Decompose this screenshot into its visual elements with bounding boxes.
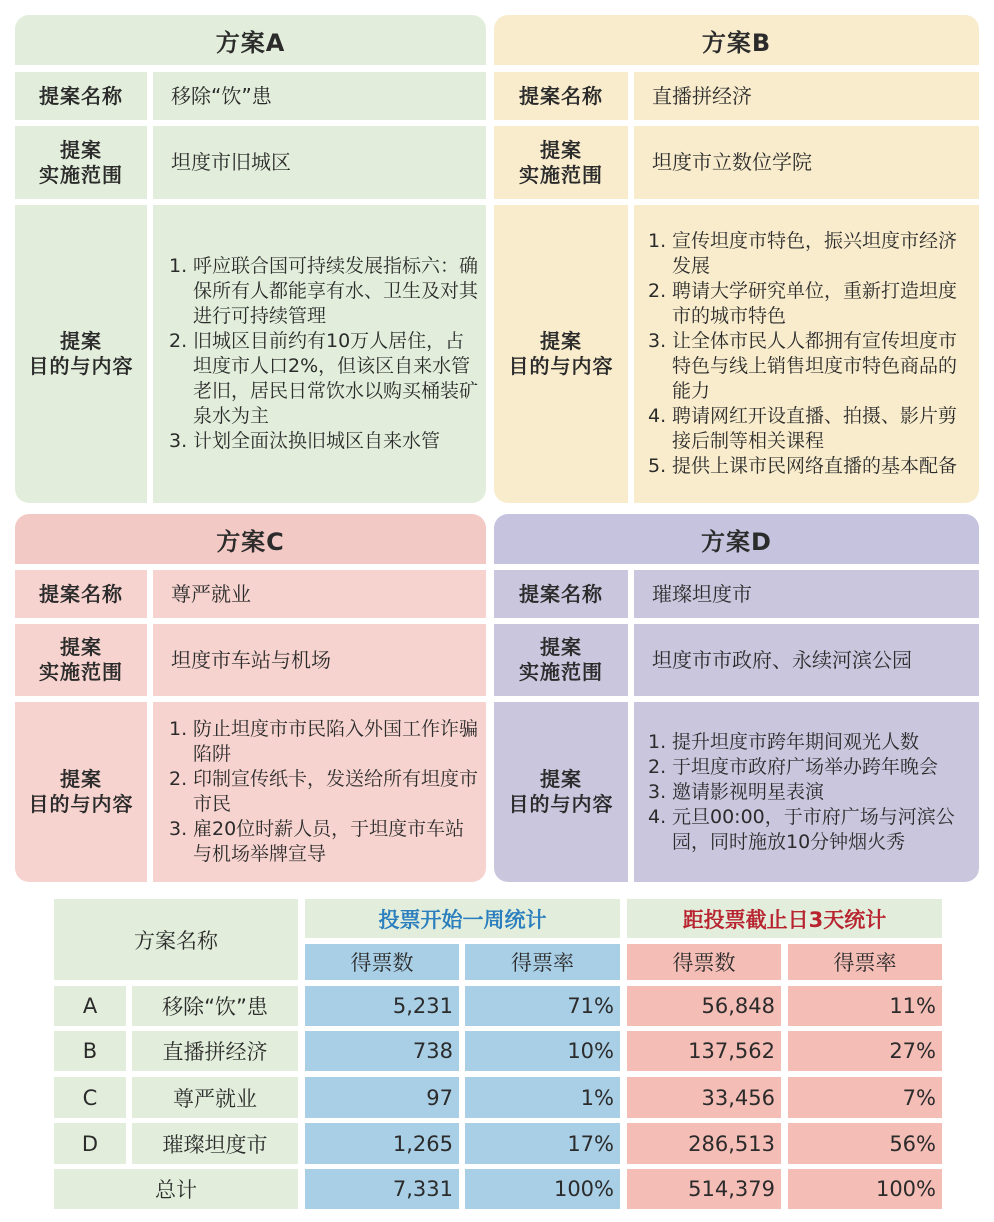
table-header-group1: 投票开始一周统计: [305, 899, 620, 938]
plan-b-name-label: 提案名称: [494, 72, 628, 120]
row-votes-2: 286,513: [627, 1123, 781, 1164]
row-votes-1: 5,231: [305, 986, 459, 1026]
plan-c-name-label: 提案名称: [15, 570, 147, 618]
list-item: 1. 宣传坦度市特色，振兴坦度市经济发展: [648, 230, 958, 277]
table-header-group2: 距投票截止日3天统计: [627, 899, 942, 938]
plan-d-scope-label: [494, 624, 628, 696]
plan-a-scope: 坦度市旧城区: [153, 126, 486, 199]
plan-b-scope-label: [494, 126, 628, 199]
purpose-label-line1: 提案: [540, 329, 582, 353]
plan-b-title: 方案B: [494, 15, 979, 65]
row-rate-2: 11%: [788, 986, 942, 1026]
scope-label-line2: 实施范围: [519, 660, 603, 684]
row-rate-2: 56%: [788, 1123, 942, 1164]
plan-d-purpose-label: [494, 702, 628, 882]
plan-c-items: [169, 717, 478, 867]
scope-label-line2: 实施范围: [39, 660, 123, 684]
plan-d-name: 璀璨坦度市: [634, 570, 979, 618]
row-name: 直播拼经济: [132, 1031, 298, 1071]
plan-a-title: 方案A: [15, 15, 486, 65]
row-rate-1: 1%: [465, 1077, 620, 1118]
plan-c-title: 方案C: [15, 514, 486, 564]
row-id: B: [54, 1031, 126, 1071]
plan-b-items: [648, 229, 971, 479]
list-item: 2. 于坦度市政府广场举办跨年晚会: [648, 755, 939, 778]
total-votes-1: 7,331: [305, 1169, 459, 1209]
row-votes-1: 97: [305, 1077, 459, 1118]
list-item: 3. 雇20位时薪人员，于坦度市车站与机场举牌宣导: [169, 818, 465, 865]
plan-b-purpose: [634, 205, 979, 503]
row-id: C: [54, 1077, 126, 1118]
plan-b-name: 直播拼经济: [634, 72, 979, 120]
plan-d-scope: 坦度市市政府、永续河滨公园: [634, 624, 979, 696]
row-id: D: [54, 1123, 126, 1164]
row-votes-1: 738: [305, 1031, 459, 1071]
plan-c-name: 尊严就业: [153, 570, 486, 618]
plan-c-scope-label: [15, 624, 147, 696]
plan-d-items: [648, 730, 971, 855]
row-name: 璀璨坦度市: [132, 1123, 298, 1164]
list-item: 5. 提供上课市民网络直播的基本配备: [648, 455, 958, 477]
plan-a-purpose: [153, 205, 486, 503]
table-header-rate-2: 得票率: [788, 944, 942, 980]
table-header-plan-name: 方案名称: [54, 899, 298, 980]
purpose-label-line2: 目的与内容: [28, 354, 134, 378]
list-item: 1. 呼应联合国可持续发展指标六：确保所有人都能享有水、卫生及对其进行可持续管理: [169, 255, 479, 327]
plan-d-name-label: 提案名称: [494, 570, 628, 618]
purpose-label-line1: 提案: [540, 767, 582, 791]
plan-c-card: [15, 514, 486, 882]
row-name: 尊严就业: [132, 1077, 298, 1118]
total-rate-1: 100%: [465, 1169, 620, 1209]
list-item: 2. 旧城区目前约有10万人居住，占坦度市人口2%，但该区自来水管老旧，居民日常饮水以购买桶装矿泉水为主: [169, 330, 479, 427]
row-rate-1: 17%: [465, 1123, 620, 1164]
total-votes-2: 514,379: [627, 1169, 781, 1209]
purpose-label-line2: 目的与内容: [508, 354, 614, 378]
table-header-rate-1: 得票率: [465, 944, 620, 980]
row-votes-2: 56,848: [627, 986, 781, 1026]
list-item: 3. 邀请影视明星表演: [648, 780, 825, 803]
plan-a-card: [15, 15, 486, 503]
row-rate-2: 7%: [788, 1077, 942, 1118]
plan-d-title: 方案D: [494, 514, 979, 564]
list-item: 2. 印制宣传纸卡，发送给所有坦度市市民: [169, 768, 479, 815]
scope-label-line1: 提案: [540, 137, 582, 162]
plan-d-purpose: [634, 702, 979, 882]
plan-b-purpose-label: [494, 205, 628, 503]
row-votes-2: 137,562: [627, 1031, 781, 1071]
plan-a-name-label: 提案名称: [15, 72, 147, 120]
plan-b-scope: 坦度市立数位学院: [634, 126, 979, 199]
list-item: 1. 防止坦度市市民陷入外国工作诈骗陷阱: [169, 718, 479, 765]
purpose-label-line1: 提案: [60, 767, 102, 791]
scope-label-line2: 实施范围: [39, 162, 123, 187]
list-item: 3. 让全体市民人人都拥有宣传坦度市特色与线上销售坦度市特色商品的能力: [648, 330, 958, 402]
purpose-label-line2: 目的与内容: [28, 792, 134, 816]
plan-c-purpose: [153, 702, 486, 882]
table-header-votes-1: 得票数: [305, 944, 459, 980]
row-name: 移除“饮”患: [132, 986, 298, 1026]
plan-a-scope-label: [15, 126, 147, 199]
list-item: 4. 元旦00:00，于市府广场与河滨公园，同时施放10分钟烟火秀: [648, 805, 955, 853]
scope-label-line1: 提案: [60, 137, 102, 162]
plan-a-purpose-label: [15, 205, 147, 503]
list-item: 4. 聘请网红开设直播、拍摄、影片剪接后制等相关课程: [648, 405, 958, 452]
row-votes-1: 1,265: [305, 1123, 459, 1164]
row-rate-1: 10%: [465, 1031, 620, 1071]
plan-a-items: [169, 254, 478, 454]
plan-d-card: [494, 514, 979, 882]
total-rate-2: 100%: [788, 1169, 942, 1209]
row-votes-2: 33,456: [627, 1077, 781, 1118]
purpose-label-line2: 目的与内容: [508, 792, 614, 816]
scope-label-line1: 提案: [60, 635, 102, 659]
list-item: 1. 提升坦度市跨年期间观光人数: [648, 730, 920, 753]
list-item: 2. 聘请大学研究单位，重新打造坦度市的城市特色: [648, 280, 958, 327]
plan-c-purpose-label: [15, 702, 147, 882]
row-rate-2: 27%: [788, 1031, 942, 1071]
row-rate-1: 71%: [465, 986, 620, 1026]
plan-c-scope: 坦度市车站与机场: [153, 624, 486, 696]
scope-label-line1: 提案: [540, 635, 582, 659]
scope-label-line2: 实施范围: [519, 162, 603, 187]
plan-a-name: 移除“饮”患: [153, 72, 486, 120]
list-item: 3. 计划全面汰换旧城区自来水管: [169, 430, 441, 452]
total-label: 总计: [54, 1169, 298, 1209]
row-id: A: [54, 986, 126, 1026]
purpose-label-line1: 提案: [60, 329, 102, 353]
table-header-votes-2: 得票数: [627, 944, 781, 980]
plan-b-card: [494, 15, 979, 503]
